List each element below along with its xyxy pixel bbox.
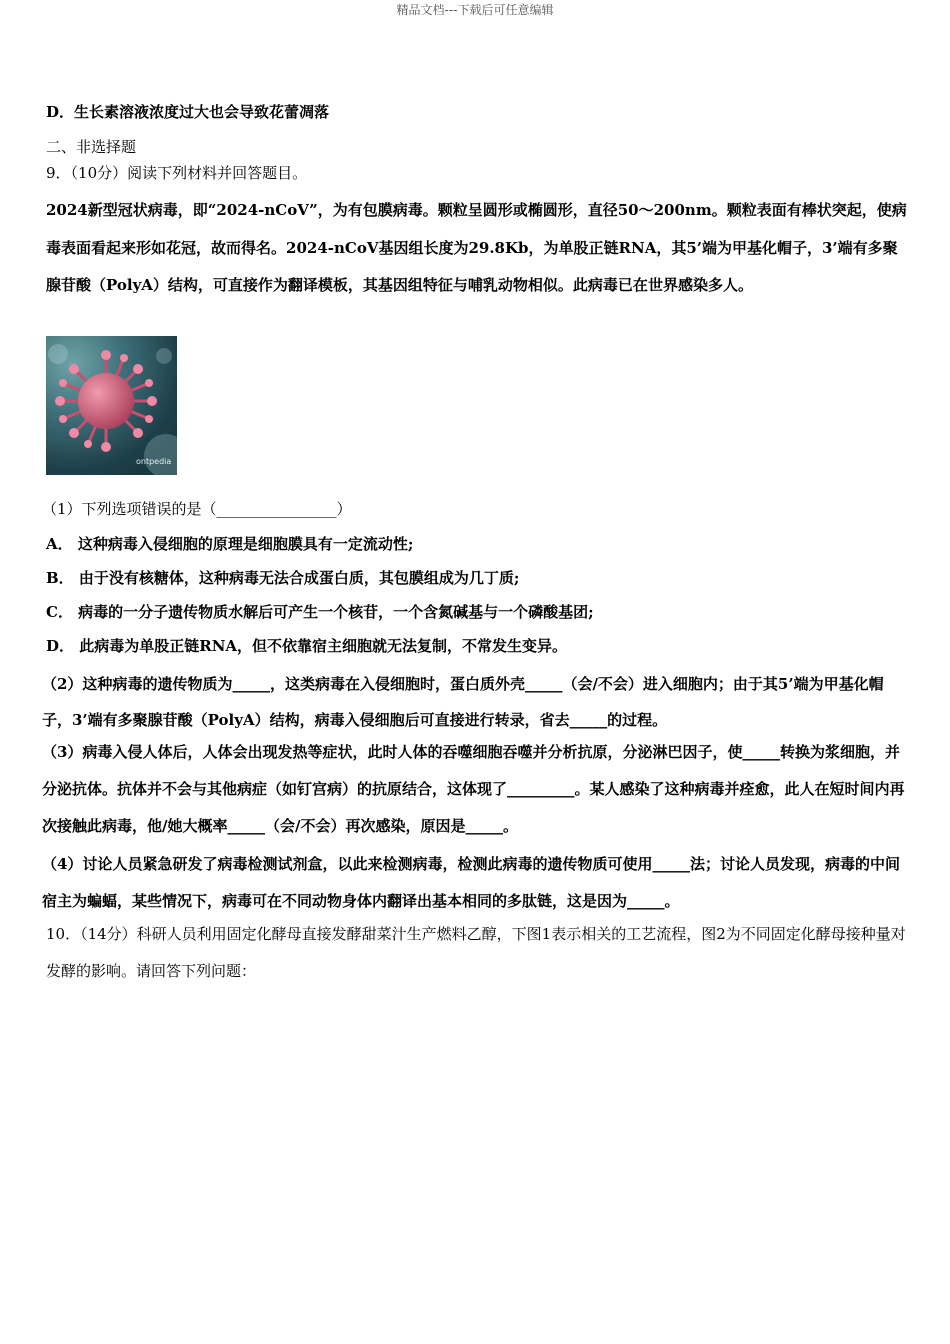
material-paragraph: 2024新型冠状病毒，即“2024-nCoV”，为有包膜病毒。颗粒呈圆形或椭圆形，直径50～200nm。颗粒表面有棒状突起，使病毒表面看起来形如花冠，故而得名。2024-nCoV基因组长度为29.8Kb，为单股正链RNA，其5’端为甲基化帽子，3’端有多聚腺苷酸（PolyA）结构，可直接作为翻译模板，其基因组特征与哺乳动物相似。此病毒已在世界感染多人。 bbox=[46, 201, 907, 294]
question-9-3: （3）病毒入侵人体后，人体会出现发热等症状，此时人体的吞噬细胞吞噬并分析抗原，分泌淋巴因子，使_____转换为浆细胞，并分泌抗体。抗体并不会与其他病症（如钉宫病）的抗原结合，这体现了_________。某人感染了这种病毒并痊愈，此人在短时间内再次接触此病毒，他/她大概率_____（会/不会）再次感染，原因是_____。 bbox=[42, 743, 905, 835]
option-d-previous: D．生长素溶液浓度过大也会导致花蕾凋落 bbox=[46, 103, 330, 121]
option-c: C． 病毒的一分子遗传物质水解后可产生一个核苷，一个含氮碱基与一个磷酸基团; bbox=[46, 603, 594, 621]
question-9-2: （2）这种病毒的遗传物质为_____，这类病毒在入侵细胞时，蛋白质外壳_____（会/不会）进入细胞内；由于其5’端为甲基化帽子，3’端有多聚腺苷酸（PolyA）结构，病毒入侵细胞后可直接进行转录，省去_____的过程。 bbox=[42, 675, 884, 729]
page-header: 精品文档---下载后可任意编辑 bbox=[396, 3, 554, 17]
question-9-1: （1）下列选项错误的是（________________） bbox=[42, 500, 352, 518]
question-10: 10．（14分）科研人员利用固定化酵母直接发酵甜菜汁生产燃料乙醇，下图1表示相关的工艺流程，图2为不同固定化酵母接种量对发酵的影响。请回答下列问题： bbox=[46, 925, 906, 980]
option-a: A． 这种病毒入侵细胞的原理是细胞膜具有一定流动性; bbox=[46, 535, 414, 553]
virus-image bbox=[46, 336, 177, 475]
question-9-4: （4）讨论人员紧急研发了病毒检测试剂盒，以此来检测病毒，检测此病毒的遗传物质可使用_____法；讨论人员发现，病毒的中间宿主为蝙蝠，某些情况下，病毒可在不同动物身体内翻译出基本相同的多肽链，这是因为_____。 bbox=[42, 855, 900, 910]
coronavirus-icon bbox=[46, 336, 177, 475]
section-title: 二、非选择题 bbox=[46, 138, 137, 156]
question-9-title: 9．（10分）阅读下列材料并回答题目。 bbox=[46, 164, 308, 182]
image-watermark: ontpedia bbox=[136, 457, 172, 466]
option-b: B． 由于没有核糖体，这种病毒无法合成蛋白质，其包膜组成为几丁质; bbox=[46, 569, 520, 587]
option-d: D． 此病毒为单股正链RNA，但不依靠宿主细胞就无法复制，不常发生变异。 bbox=[46, 637, 568, 655]
